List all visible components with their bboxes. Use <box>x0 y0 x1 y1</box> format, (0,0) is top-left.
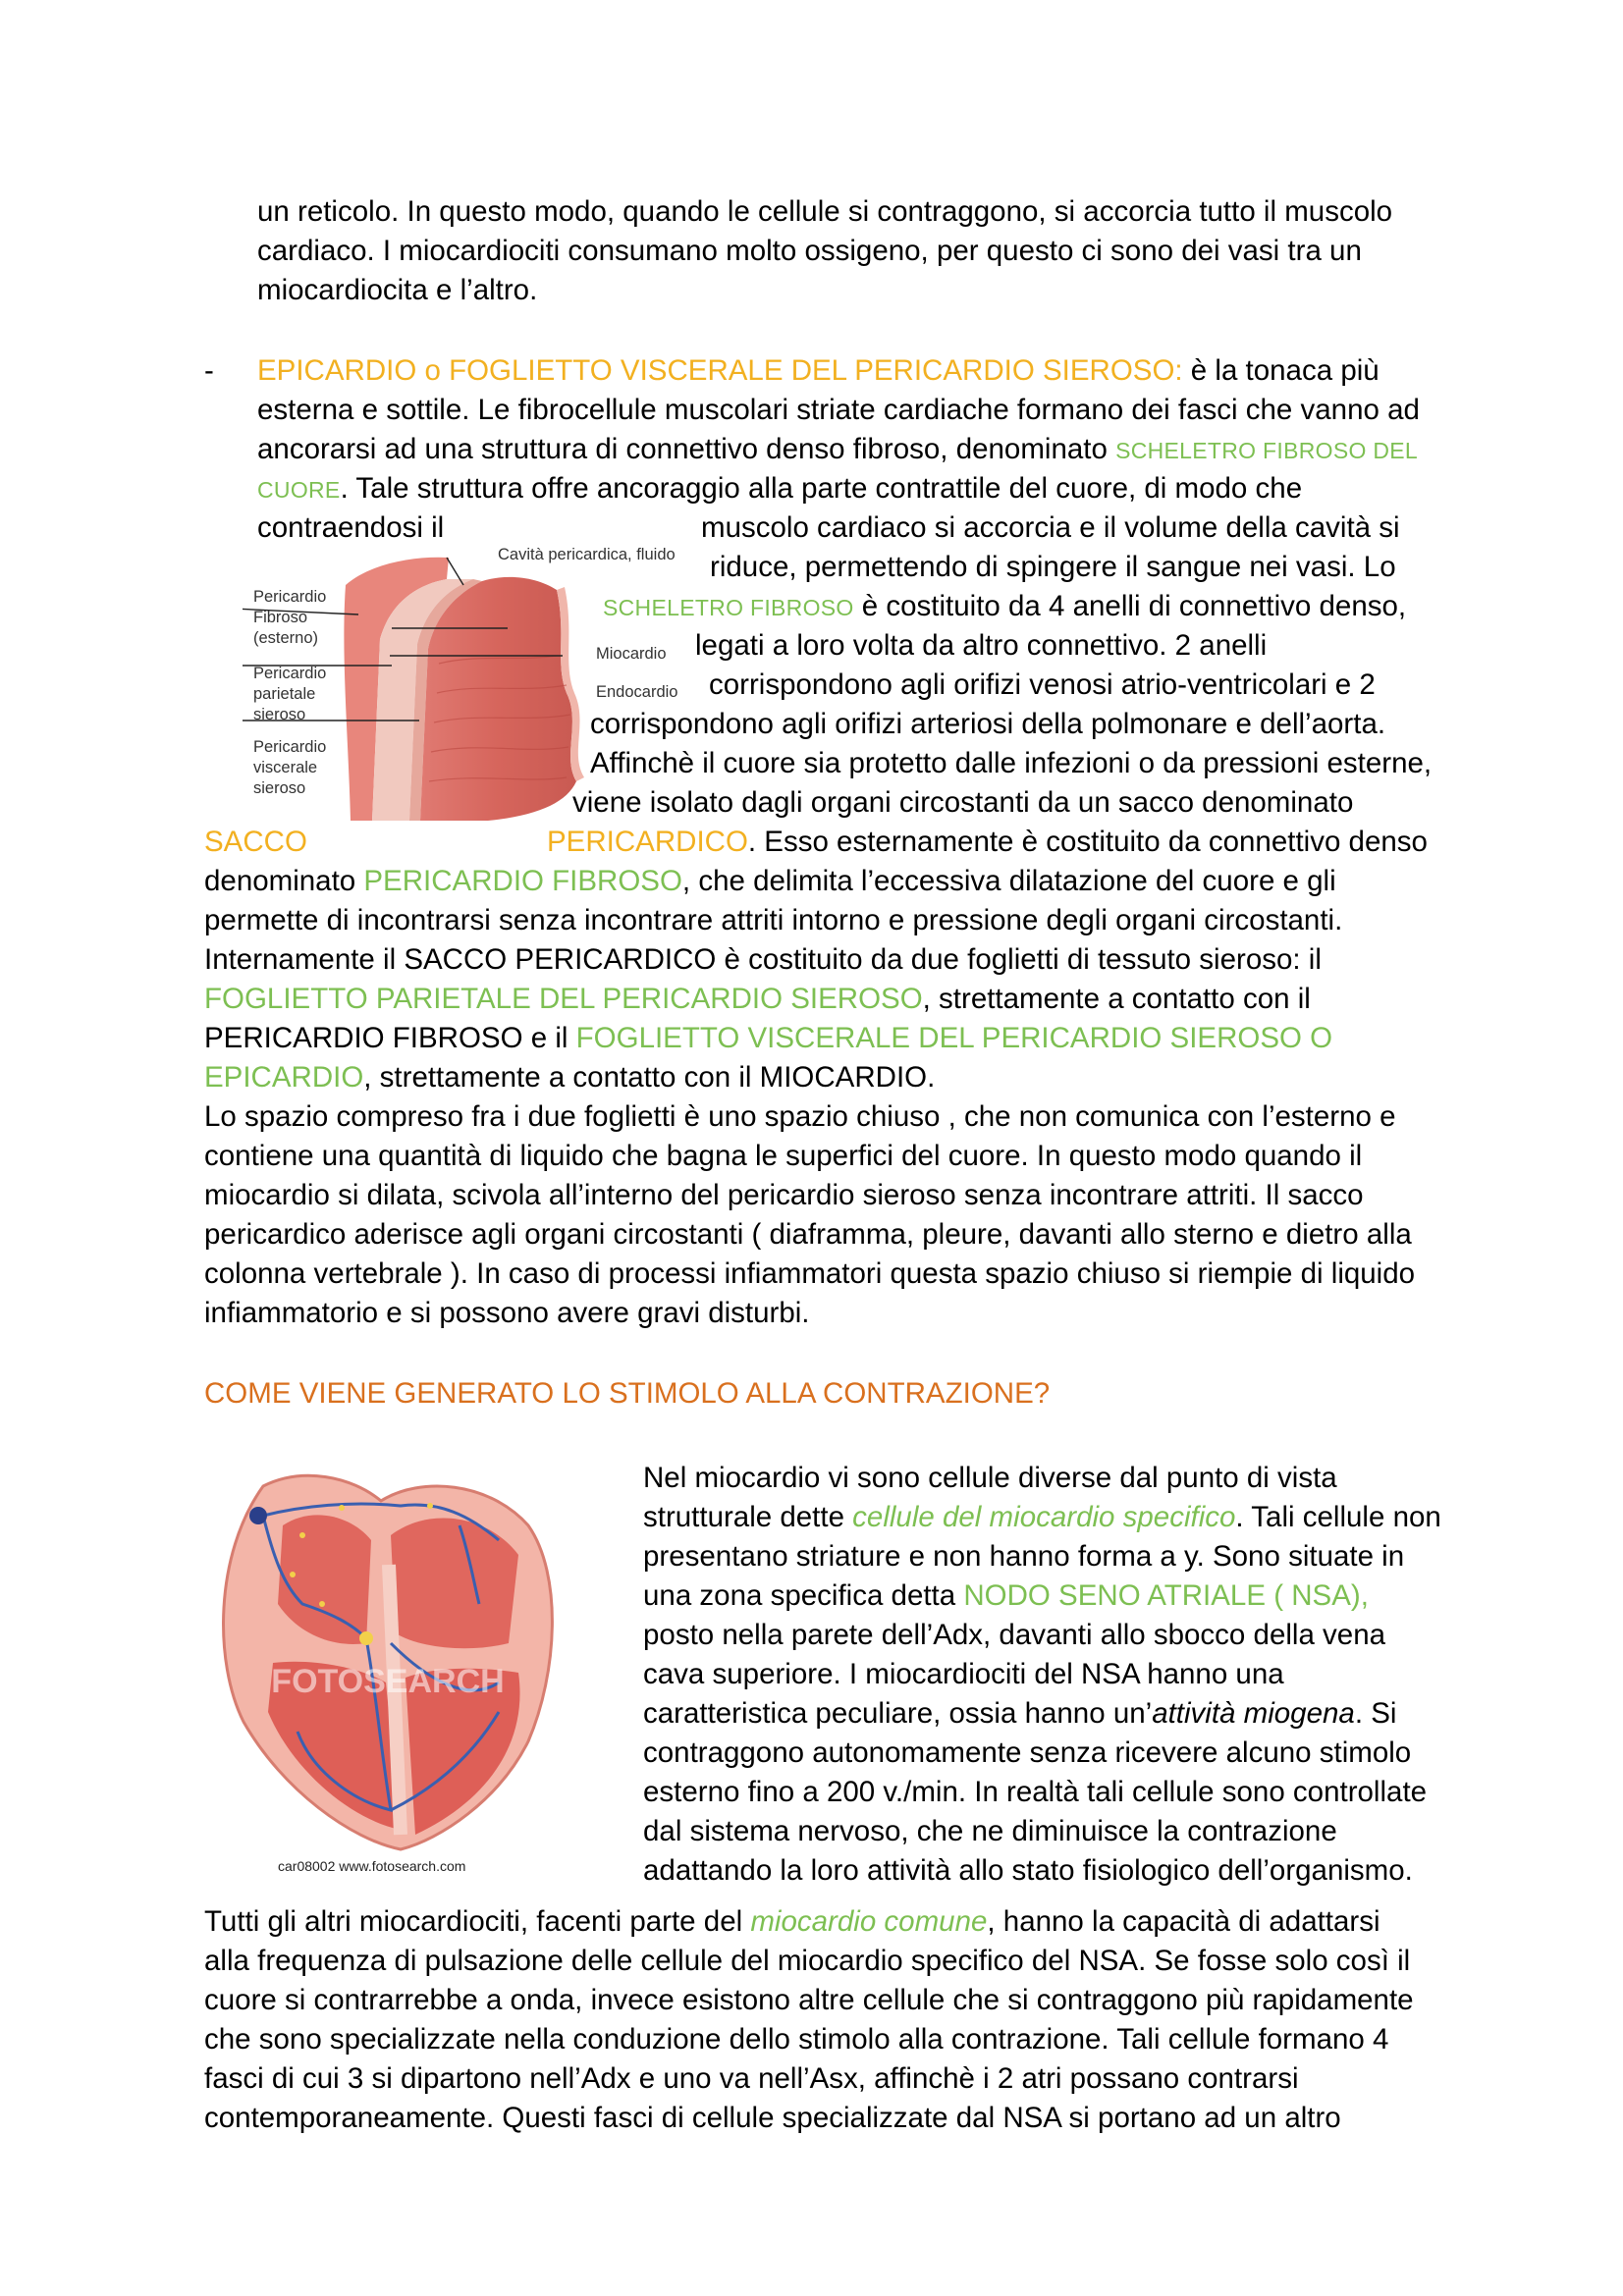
term-miocardio-comune: miocardio comune <box>750 1905 988 1938</box>
text-span: . Tale struttura offre ancoraggio alla parte contrattile del cuore, di modo che <box>340 472 1303 505</box>
text-span: , che delimita l’eccessiva dilatazione del cuore e gli <box>681 865 1336 897</box>
text-span: strutturale dette <box>643 1501 853 1533</box>
text-line: che sono specializzate nella conduzione dello stimolo alla contrazione. Tali cellule formano 4 <box>204 2023 1389 2056</box>
sinoatrial-node <box>249 1507 267 1524</box>
text-line: riduce, permettendo di spingere il sangue nei vasi. Lo <box>710 551 1396 583</box>
text-line <box>204 1019 1332 1058</box>
text-line: permette di incontrarsi senza incontrare attriti intorno e pressione degli organi circostanti. <box>204 904 1343 936</box>
text-line <box>204 1058 935 1097</box>
label-line: sieroso <box>253 779 306 797</box>
term-pericardico: PERICARDICO <box>547 826 748 858</box>
text-line <box>643 1694 1396 1734</box>
label-fibrous-pericardium <box>253 587 326 649</box>
term-nodo-seno-atriale: NODO SENO ATRIALE ( NSA), <box>963 1579 1369 1612</box>
text-line: colonna vertebrale ). In caso di processi infiammatori questa spazio chiuso si riempie di liquido <box>204 1257 1416 1290</box>
term-epicardio: EPICARDIO o FOGLIETTO VISCERALE DEL PERICARDIO SIEROSO: <box>257 354 1183 387</box>
image-caption: car08002 www.fotosearch.com <box>278 1858 466 1874</box>
text-line: contraggono autonomamente senza ricevere alcuno stimolo <box>643 1736 1412 1769</box>
text-line <box>204 1902 1380 1942</box>
atrioventricular-node <box>359 1631 373 1645</box>
text-line <box>643 1498 1441 1537</box>
term-foglietto-parietale: FOGLIETTO PARIETALE DEL PERICARDIO SIEROSO <box>204 983 923 1015</box>
text-span: denominato <box>204 865 364 897</box>
text-line: contemporaneamente. Questi fasci di cellule specializzate dal NSA si portano ad un altro <box>204 2102 1341 2134</box>
text-span: . Esso esternamente è costituito da connettivo denso <box>747 826 1428 858</box>
term-sacco: SACCO <box>204 826 307 858</box>
term-scheletro-fibroso-2: SCHELETRO FIBROSO <box>603 595 854 620</box>
text-line: presentano striature e non hanno forma a y. Sono situate in <box>643 1540 1405 1573</box>
text-span: , strettamente a contatto con il <box>922 983 1311 1015</box>
heart-conduction-illustration <box>204 1447 571 1871</box>
text-line <box>204 862 1336 901</box>
term-foglietto-viscerale: FOGLIETTO VISCERALE DEL PERICARDIO SIEROSO O <box>575 1022 1333 1054</box>
text-line: un reticolo. In questo modo, quando le cellule si contraggono, si accorcia tutto il muscolo <box>257 195 1393 228</box>
text-line: miocardio si dilata, scivola all’interno del pericardio sieroso senza incontrare attriti. Il sacco <box>204 1179 1364 1211</box>
text-line: miocardiocita e l’altro. <box>257 274 538 306</box>
watermark-text: FOTOSEARCH <box>271 1663 505 1700</box>
text-line <box>643 1576 1369 1616</box>
list-bullet: - <box>204 354 214 387</box>
label-visceral-pericardium <box>253 737 326 799</box>
label-line: Fibroso <box>253 609 308 626</box>
text-line: alla frequenza di pulsazione delle cellule del miocardio specifico del NSA. Se fosse solo così il <box>204 1945 1411 1977</box>
text-line: corrispondono agli orifizi arteriosi della polmonare e dell’aorta. <box>590 708 1386 740</box>
text-line: cava superiore. I miocardiociti del NSA hanno una <box>643 1658 1284 1690</box>
text-span: ancorarsi ad una struttura di connettivo denso fibroso, denominato <box>257 433 1116 465</box>
label-line: Pericardio <box>253 665 327 682</box>
term-scheletro-fibroso: SCHELETRO FIBROSO DEL <box>1115 438 1418 463</box>
text-line: infiammatorio e si possono avere gravi disturbi. <box>204 1297 810 1329</box>
label-line: parietale <box>253 685 316 703</box>
label-line: (esterno) <box>253 629 319 647</box>
text-span: . Si <box>1354 1697 1397 1730</box>
text-line: dal sistema nervoso, che ne diminuisce la contrazione <box>643 1815 1337 1847</box>
text-span: . Tali cellule non <box>1235 1501 1441 1533</box>
text-span: Tutti gli altri miocardiociti, facenti parte del <box>204 1905 751 1938</box>
text-line: corrispondono agli orifizi venosi atrio-ventricolari e 2 <box>709 668 1376 701</box>
text-line: pericardico aderisce agli organi circostanti ( diaframma, pleure, davanti allo sterno e dietro alla <box>204 1218 1412 1251</box>
text-span: una zona specifica detta <box>643 1579 964 1612</box>
text-line: Nel miocardio vi sono cellule diverse dal punto di vista <box>643 1462 1337 1494</box>
text-line: viene isolato dagli organi circostanti da un sacco denominato <box>572 786 1354 819</box>
text-line: esterna e sottile. Le fibrocellule muscolari striate cardiache formano dei fasci che vanno ad <box>257 394 1420 426</box>
text-line: legati a loro volta da altro connettivo. 2 anelli <box>695 629 1268 662</box>
text-span: PERICARDIO FIBROSO e il <box>204 1022 576 1054</box>
text-line: adattando la loro attività allo stato fisiologico dell’organismo. <box>643 1854 1413 1887</box>
text-line <box>257 430 1418 470</box>
text-line <box>603 587 1406 627</box>
label-line: Pericardio <box>253 738 327 756</box>
term-epicardio-2: EPICARDIO <box>204 1061 364 1094</box>
label-line: Pericardio <box>253 588 327 606</box>
text-span: , hanno la capacità di adattarsi <box>987 1905 1380 1938</box>
text-line: Lo spazio compreso fra i due foglietti è uno spazio chiuso , che non comunica con l’esterno e <box>204 1100 1396 1133</box>
text-span: è costituito da 4 anelli di connettivo denso, <box>853 590 1407 622</box>
text-line: contraendosi il <box>257 511 445 544</box>
text-line <box>257 351 1380 391</box>
text-span: , strettamente a contatto con il MIOCARDIO. <box>363 1061 936 1094</box>
term-miocardio-specifico: cellule del miocardio specifico <box>852 1501 1236 1533</box>
term-pericardio-fibroso: PERICARDIO FIBROSO <box>363 865 682 897</box>
text-line: cardiaco. I miocardiociti consumano molto ossigeno, per questo ci sono dei vasi tra un <box>257 235 1362 267</box>
section-heading: COME VIENE GENERATO LO STIMOLO ALLA CONTRAZIONE? <box>204 1377 1051 1410</box>
label-myocardium: Miocardio <box>596 645 667 663</box>
term-cuore: CUORE <box>257 477 341 503</box>
myocardium-layer <box>420 577 576 821</box>
label-line: sieroso <box>253 706 306 723</box>
text-line: muscolo cardiaco si accorcia e il volume della cavità si <box>701 511 1400 544</box>
text-line: Affinchè il cuore sia protetto dalle infezioni o da pressioni esterne, <box>590 747 1433 779</box>
left-atrium <box>391 1519 518 1649</box>
label-parietal-pericardium <box>253 664 326 725</box>
text-line <box>204 980 1311 1019</box>
label-line: viscerale <box>253 759 318 776</box>
text-line <box>257 469 1302 509</box>
label-endocardium: Endocardio <box>596 683 678 701</box>
text-line: cuore si contrarrebbe a onda, invece esistono altre cellule che si contraggono più rapidamente <box>204 1984 1414 2016</box>
text-line: contiene una quantità di liquido che bagna le superfici del cuore. In questo modo quando il <box>204 1140 1363 1172</box>
text-line: Internamente il SACCO PERICARDICO è costituito da due foglietti di tessuto sieroso: il <box>204 943 1322 976</box>
term-attivita-miogena: attività miogena <box>1152 1697 1355 1730</box>
text-span: caratteristica peculiare, ossia hanno un’ <box>643 1697 1153 1730</box>
label-cavity-fluid: Cavità pericardica, fluido <box>498 546 676 563</box>
text-line: posto nella parete dell’Adx, davanti allo sbocco della vena <box>643 1619 1386 1651</box>
text-line: esterno fino a 200 v./min. In realtà tali cellule sono controllate <box>643 1776 1428 1808</box>
text-line: fasci di cui 3 si dipartono nell’Adx e uno va nell’Asx, affinchè i 2 atri possano contrarsi <box>204 2062 1299 2095</box>
text-span: è la tonaca più <box>1182 354 1380 387</box>
